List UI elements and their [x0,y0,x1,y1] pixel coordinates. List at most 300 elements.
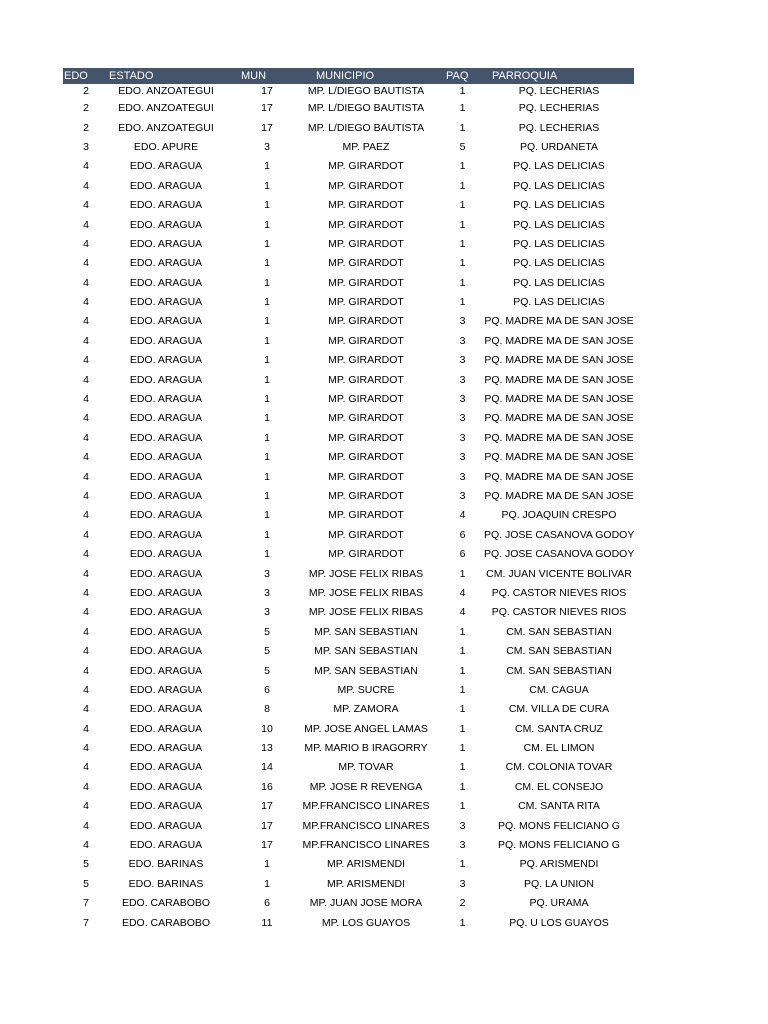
cell-edo[interactable]: 4 [83,509,89,522]
cell-paq[interactable]: 3 [459,315,466,328]
cell-mun[interactable]: 1 [264,315,270,328]
cell-municipio[interactable]: MP. GIRARDOT [328,315,404,328]
cell-paq[interactable]: 1 [459,567,466,580]
cell-mun[interactable]: 1 [264,334,270,347]
cell-municipio[interactable]: MP. JOSE R REVENGA [309,780,423,793]
cell-mun[interactable]: 6 [264,897,270,910]
cell-mun[interactable]: 1 [264,431,270,444]
cell-estado[interactable]: EDO. ARAGUA [129,354,203,367]
table-row [63,894,634,913]
table-row [63,448,634,467]
cell-parroquia[interactable]: PQ. MADRE MA DE SAN JOSE [484,470,634,483]
cell-paq[interactable]: 1 [459,121,466,134]
cell-estado[interactable]: EDO. ARAGUA [129,761,203,774]
cell-parroquia[interactable]: PQ. LA UNION [523,877,595,890]
cell-estado[interactable]: EDO. ARAGUA [129,548,203,561]
cell-estado[interactable]: EDO. ARAGUA [129,780,203,793]
cell-parroquia[interactable]: PQ. MONS FELICIANO G [498,839,620,852]
cell-estado[interactable]: EDO. ARAGUA [129,567,203,580]
cell-mun[interactable]: 3 [264,140,270,153]
cell-municipio[interactable]: MP. ZAMORA [333,703,399,716]
cell-mun[interactable]: 1 [264,412,270,425]
cell-estado[interactable]: EDO. ARAGUA [129,276,203,289]
cell-paq[interactable]: 1 [459,102,466,115]
cell-parroquia[interactable]: PQ. MADRE MA DE SAN JOSE [484,412,634,425]
cell-mun[interactable]: 17 [261,85,273,97]
cell-parroquia[interactable]: CM. COLONIA TOVAR [505,761,613,774]
cell-parroquia[interactable]: CM. SAN SEBASTIAN [506,625,612,638]
cell-estado[interactable]: EDO. ARAGUA [129,800,203,813]
cell-municipio[interactable]: MP. ARISMENDI [327,877,405,890]
cell-parroquia[interactable]: PQ. MADRE MA DE SAN JOSE [484,334,634,347]
cell-estado[interactable]: EDO. ARAGUA [129,722,203,735]
cell-edo[interactable]: 2 [83,102,89,115]
cell-mun[interactable]: 1 [264,179,270,192]
cell-parroquia[interactable]: PQ. CASTOR NIEVES RIOS [491,606,627,619]
cell-mun[interactable]: 1 [264,858,270,871]
table-row [63,99,634,118]
cell-mun[interactable]: 1 [264,373,270,386]
cell-edo[interactable]: 4 [83,664,89,677]
table-row [63,700,634,719]
cell-paq[interactable]: 1 [459,722,466,735]
column-header-mun[interactable]: MUN [241,70,267,82]
cell-paq[interactable]: 5 [459,140,466,153]
cell-paq[interactable]: 1 [459,703,466,716]
cell-parroquia[interactable]: PQ. URAMA [529,897,589,910]
cell-mun[interactable]: 11 [261,916,273,929]
cell-paq[interactable]: 3 [459,877,466,890]
cell-mun[interactable]: 1 [264,470,270,483]
cell-mun[interactable]: 17 [261,121,273,134]
cell-edo[interactable]: 4 [83,199,89,212]
cell-edo[interactable]: 4 [83,257,89,270]
table-row [63,855,634,874]
cell-parroquia[interactable]: CM. SANTA RITA [518,800,600,813]
cell-mun[interactable]: 1 [264,276,270,289]
cell-mun[interactable]: 13 [261,742,273,755]
cell-edo[interactable]: 4 [83,839,89,852]
cell-parroquia[interactable]: PQ. MADRE MA DE SAN JOSE [484,354,634,367]
table-row [63,429,634,448]
cell-municipio[interactable]: MP. GIRARDOT [328,334,404,347]
cell-paq[interactable]: 1 [459,858,466,871]
cell-estado[interactable]: EDO. CARABOBO [121,897,211,910]
cell-mun[interactable]: 3 [264,586,270,599]
cell-edo[interactable]: 4 [83,160,89,173]
cell-paq[interactable]: 6 [459,548,466,561]
cell-edo[interactable]: 4 [83,722,89,735]
cell-edo[interactable]: 4 [83,334,89,347]
cell-estado[interactable]: EDO. ARAGUA [129,451,203,464]
cell-edo[interactable]: 3 [83,140,89,153]
cell-estado[interactable]: EDO. ARAGUA [129,431,203,444]
cell-estado[interactable]: EDO. ARAGUA [129,315,203,328]
cell-paq[interactable]: 1 [459,780,466,793]
cell-mun[interactable]: 1 [264,877,270,890]
cell-paq[interactable]: 3 [459,839,466,852]
cell-edo[interactable]: 4 [83,606,89,619]
cell-parroquia[interactable]: PQ. LAS DELICIAS [513,218,605,231]
table-row [63,312,634,331]
cell-paq[interactable]: 3 [459,354,466,367]
cell-edo[interactable]: 7 [83,897,89,910]
cell-parroquia[interactable]: PQ. MADRE MA DE SAN JOSE [484,431,634,444]
cell-municipio[interactable]: MP. GIRARDOT [328,548,404,561]
cell-parroquia[interactable]: PQ. LECHERIAS [518,102,600,115]
cell-estado[interactable]: EDO. BARINAS [128,858,204,871]
table-row [63,370,634,389]
cell-paq[interactable]: 3 [459,431,466,444]
table-row [63,836,634,855]
cell-parroquia[interactable]: PQ. LECHERIAS [518,121,600,134]
cell-estado[interactable]: EDO. ARAGUA [129,334,203,347]
cell-edo[interactable]: 4 [83,780,89,793]
cell-municipio[interactable]: MP. GIRARDOT [328,160,404,173]
cell-mun[interactable]: 1 [264,296,270,309]
cell-parroquia[interactable]: CM. SAN SEBASTIAN [506,664,612,677]
cell-municipio[interactable]: MP. GIRARDOT [328,393,404,406]
cell-municipio[interactable]: MP. SAN SEBASTIAN [314,664,418,677]
cell-municipio[interactable]: MP.FRANCISCO LINARES [302,819,430,832]
cell-parroquia[interactable]: CM. JUAN VICENTE BOLIVAR [486,567,632,580]
cell-municipio[interactable]: MP. GIRARDOT [328,412,404,425]
table-row [63,797,634,816]
cell-parroquia[interactable]: PQ. LAS DELICIAS [513,296,605,309]
cell-mun[interactable]: 17 [261,819,273,832]
cell-edo[interactable]: 4 [83,470,89,483]
cell-municipio[interactable]: MP. GIRARDOT [328,490,404,502]
cell-mun[interactable]: 16 [261,780,273,793]
cell-estado[interactable]: EDO. ARAGUA [129,645,203,658]
cell-parroquia[interactable]: CM. CAGUA [529,683,589,696]
cell-mun[interactable]: 14 [261,761,273,774]
cell-estado[interactable]: EDO. ARAGUA [129,160,203,173]
cell-estado[interactable]: EDO. ARAGUA [129,586,203,599]
cell-mun[interactable]: 1 [264,354,270,367]
cell-mun[interactable]: 5 [264,664,270,677]
table-row [63,390,634,409]
cell-estado[interactable]: EDO. BARINAS [128,877,204,890]
cell-edo[interactable]: 4 [83,490,89,502]
cell-mun[interactable]: 1 [264,237,270,250]
cell-parroquia[interactable]: PQ. MADRE MA DE SAN JOSE [484,451,634,464]
cell-parroquia[interactable]: PQ. MADRE MA DE SAN JOSE [484,373,634,386]
cell-estado[interactable]: EDO. ARAGUA [129,703,203,716]
cell-paq[interactable]: 4 [459,586,466,599]
cell-edo[interactable]: 4 [83,567,89,580]
cell-estado[interactable]: EDO. ARAGUA [129,606,203,619]
cell-estado[interactable]: EDO. ANZOATEGUI [118,102,214,115]
cell-edo[interactable]: 4 [83,276,89,289]
cell-paq[interactable]: 1 [459,199,466,212]
cell-municipio[interactable]: MP. GIRARDOT [328,296,404,309]
cell-parroquia[interactable]: PQ. JOSE CASANOVA GODOY [484,548,634,561]
cell-mun[interactable]: 1 [264,528,270,541]
cell-municipio[interactable]: MP. GIRARDOT [328,354,404,367]
table-row [63,720,634,739]
cell-paq[interactable]: 6 [459,528,466,541]
cell-municipio[interactable]: MP. JOSE FELIX RIBAS [308,586,424,599]
cell-mun[interactable]: 17 [261,839,273,852]
cell-parroquia[interactable]: PQ. LAS DELICIAS [513,179,605,192]
column-header-estado[interactable]: ESTADO [109,70,154,82]
cell-municipio[interactable]: MP. GIRARDOT [328,218,404,231]
table-row [63,758,634,777]
table-row [63,157,634,176]
cell-municipio[interactable]: MP. SUCRE [337,683,395,696]
cell-parroquia[interactable]: PQ. MADRE MA DE SAN JOSE [484,393,634,406]
table-row [63,274,634,293]
cell-edo[interactable]: 4 [83,237,89,250]
cell-parroquia[interactable]: PQ. LAS DELICIAS [513,160,605,173]
cell-paq[interactable]: 3 [459,819,466,832]
column-header-edo[interactable]: EDO [64,70,88,82]
cell-edo[interactable]: 4 [83,625,89,638]
cell-mun[interactable]: 1 [264,218,270,231]
cell-edo[interactable]: 4 [83,761,89,774]
cell-municipio[interactable]: MP. JUAN JOSE MORA [309,897,423,910]
cell-estado[interactable]: EDO. ARAGUA [129,218,203,231]
cell-mun[interactable]: 3 [264,567,270,580]
cell-municipio[interactable]: MP. GIRARDOT [328,257,404,270]
cell-mun[interactable]: 10 [261,722,273,735]
cell-estado[interactable]: EDO. ARAGUA [129,296,203,309]
cell-mun[interactable]: 17 [261,800,273,813]
cell-edo[interactable]: 4 [83,528,89,541]
cell-mun[interactable]: 1 [264,548,270,561]
table-row [63,177,634,196]
cell-parroquia[interactable]: PQ. URDANETA [520,140,598,153]
cell-paq[interactable]: 3 [459,412,466,425]
cell-paq[interactable]: 1 [459,296,466,309]
cell-mun[interactable]: 1 [264,199,270,212]
cell-municipio[interactable]: MP. GIRARDOT [328,509,404,522]
cell-parroquia[interactable]: PQ. CASTOR NIEVES RIOS [491,586,627,599]
cell-paq[interactable]: 3 [459,373,466,386]
cell-mun[interactable]: 1 [264,393,270,406]
cell-edo[interactable]: 4 [83,742,89,755]
cell-estado[interactable]: EDO. CARABOBO [121,916,211,929]
table-row [63,351,634,370]
cell-estado[interactable]: EDO. ARAGUA [129,373,203,386]
cell-parroquia[interactable]: PQ. JOSE CASANOVA GODOY [484,528,634,541]
cell-estado[interactable]: EDO. APURE [133,140,199,153]
cell-municipio[interactable]: MP. SAN SEBASTIAN [314,625,418,638]
cell-estado[interactable]: EDO. ARAGUA [129,237,203,250]
cell-estado[interactable]: EDO. ANZOATEGUI [118,121,214,134]
cell-municipio[interactable]: MP. PAEZ [342,140,390,153]
table-row [63,603,634,622]
cell-parroquia[interactable]: PQ. ARISMENDI [519,858,599,871]
cell-mun[interactable]: 3 [264,606,270,619]
cell-municipio[interactable]: MP.FRANCISCO LINARES [302,800,430,813]
cell-mun[interactable]: 6 [264,683,270,696]
header-row [63,68,634,84]
cell-mun[interactable]: 1 [264,451,270,464]
cell-paq[interactable]: 1 [459,742,466,755]
cell-mun[interactable]: 8 [264,703,270,716]
cell-edo[interactable]: 5 [83,877,89,890]
cell-municipio[interactable]: MP. GIRARDOT [328,470,404,483]
cell-estado[interactable]: EDO. ARAGUA [129,509,203,522]
table-row [63,235,634,254]
cell-municipio[interactable]: MP. JOSE FELIX RIBAS [308,606,424,619]
cell-municipio[interactable]: MP. GIRARDOT [328,373,404,386]
cell-paq[interactable]: 3 [459,393,466,406]
cell-edo[interactable]: 4 [83,800,89,813]
cell-paq[interactable]: 3 [459,451,466,464]
cell-municipio[interactable]: MP. GIRARDOT [328,199,404,212]
cell-paq[interactable]: 1 [459,800,466,813]
cell-estado[interactable]: EDO. ARAGUA [129,625,203,638]
cell-municipio[interactable]: MP. GIRARDOT [328,528,404,541]
cell-municipio[interactable]: MP. GIRARDOT [328,179,404,192]
cell-municipio[interactable]: MP. JOSE ANGEL LAMAS [304,722,428,735]
cell-edo[interactable]: 4 [83,451,89,464]
table-header [63,68,634,84]
cell-parroquia[interactable]: CM. SAN SEBASTIAN [506,645,612,658]
cell-parroquia[interactable]: PQ. U LOS GUAYOS [509,916,609,929]
cell-edo[interactable]: 4 [83,412,89,425]
table-row [63,526,634,545]
cell-estado[interactable]: EDO. ARAGUA [129,470,203,483]
cell-municipio[interactable]: MP. GIRARDOT [328,431,404,444]
column-header-paq[interactable]: PAQ [446,70,469,82]
cell-estado[interactable]: EDO. ARAGUA [129,819,203,832]
cell-paq[interactable]: 1 [459,276,466,289]
cell-paq[interactable]: 2 [459,897,466,910]
cell-mun[interactable]: 5 [264,625,270,638]
table-row [63,584,634,603]
cell-edo[interactable]: 4 [83,683,89,696]
cell-parroquia[interactable]: PQ. LAS DELICIAS [513,276,605,289]
cell-parroquia[interactable]: PQ. LECHERIAS [518,85,600,97]
cell-parroquia[interactable]: PQ. MADRE MA DE SAN JOSE [484,315,634,328]
cell-estado[interactable]: EDO. ARAGUA [129,412,203,425]
cell-paq[interactable]: 1 [459,761,466,774]
cell-edo[interactable]: 2 [83,121,89,134]
cell-edo[interactable]: 4 [83,354,89,367]
table-row [63,681,634,700]
cell-edo[interactable]: 4 [83,218,89,231]
cell-estado[interactable]: EDO. ARAGUA [129,742,203,755]
cell-edo[interactable]: 4 [83,586,89,599]
cell-municipio[interactable]: MP. TOVAR [338,761,394,774]
table-row [63,506,634,525]
table-row [63,487,634,506]
cell-municipio[interactable]: MP. GIRARDOT [328,451,404,464]
cell-estado[interactable]: EDO. ARAGUA [129,179,203,192]
cell-municipio[interactable]: MP. LOS GUAYOS [321,916,411,929]
cell-paq[interactable]: 1 [459,237,466,250]
cell-estado[interactable]: EDO. ARAGUA [129,257,203,270]
table-body [63,84,634,933]
cell-mun[interactable]: 1 [264,509,270,522]
cell-paq[interactable]: 1 [459,664,466,677]
cell-edo[interactable]: 4 [83,179,89,192]
cell-paq[interactable]: 1 [459,218,466,231]
table-row [63,84,634,99]
cell-parroquia[interactable]: PQ. JOAQUIN CRESPO [501,509,617,522]
cell-parroquia[interactable]: CM. EL CONSEJO [514,780,604,793]
cell-parroquia[interactable]: PQ. LAS DELICIAS [513,199,605,212]
cell-estado[interactable]: EDO. ARAGUA [129,490,203,502]
cell-estado[interactable]: EDO. ANZOATEGUI [118,85,214,97]
cell-municipio[interactable]: MP. ARISMENDI [327,858,405,871]
cell-paq[interactable]: 1 [459,257,466,270]
cell-paq[interactable]: 1 [459,160,466,173]
cell-paq[interactable]: 1 [459,625,466,638]
cell-estado[interactable]: EDO. ARAGUA [129,393,203,406]
cell-municipio[interactable]: MP. JOSE FELIX RIBAS [308,567,424,580]
cell-edo[interactable]: 4 [83,431,89,444]
cell-parroquia[interactable]: PQ. MADRE MA DE SAN JOSE [484,490,634,502]
cell-municipio[interactable]: MP. L/DIEGO BAUTISTA [307,102,425,115]
cell-paq[interactable]: 3 [459,334,466,347]
cell-estado[interactable]: EDO. ARAGUA [129,199,203,212]
column-header-parroquia[interactable]: PARROQUIA [492,70,558,82]
cell-mun[interactable]: 5 [264,645,270,658]
cell-edo[interactable]: 4 [83,548,89,561]
cell-parroquia[interactable]: CM. SANTA CRUZ [515,722,603,735]
cell-municipio[interactable]: MP. L/DIEGO BAUTISTA [307,121,425,134]
cell-paq[interactable]: 1 [459,916,466,929]
cell-edo[interactable]: 4 [83,315,89,328]
cell-paq[interactable]: 3 [459,470,466,483]
cell-parroquia[interactable]: CM. EL LIMON [523,742,595,755]
cell-municipio[interactable]: MP. MARIO B IRAGORRY [304,742,428,755]
cell-paq[interactable]: 4 [459,606,466,619]
cell-estado[interactable]: EDO. ARAGUA [129,528,203,541]
cell-estado[interactable]: EDO. ARAGUA [129,683,203,696]
cell-mun[interactable]: 1 [264,160,270,173]
cell-mun[interactable]: 1 [264,257,270,270]
cell-edo[interactable]: 2 [83,85,89,97]
cell-municipio[interactable]: MP.FRANCISCO LINARES [302,839,430,852]
cell-edo[interactable]: 4 [83,819,89,832]
cell-mun[interactable]: 17 [261,102,273,115]
cell-edo[interactable]: 4 [83,645,89,658]
cell-estado[interactable]: EDO. ARAGUA [129,664,203,677]
cell-paq[interactable]: 1 [459,179,466,192]
cell-municipio[interactable]: MP. L/DIEGO BAUTISTA [307,85,425,97]
cell-edo[interactable]: 4 [83,393,89,406]
cell-parroquia[interactable]: PQ. MONS FELICIANO G [498,819,620,832]
cell-municipio[interactable]: MP. SAN SEBASTIAN [314,645,418,658]
cell-estado[interactable]: EDO. ARAGUA [129,839,203,852]
cell-parroquia[interactable]: CM. VILLA DE CURA [508,703,610,716]
cell-paq[interactable]: 1 [459,645,466,658]
cell-edo[interactable]: 4 [83,703,89,716]
cell-parroquia[interactable]: PQ. LAS DELICIAS [513,237,605,250]
cell-edo[interactable]: 4 [83,373,89,386]
cell-paq[interactable]: 3 [459,490,466,502]
table-row [63,118,634,137]
cell-municipio[interactable]: MP. GIRARDOT [328,237,404,250]
cell-edo[interactable]: 4 [83,296,89,309]
cell-parroquia[interactable]: PQ. LAS DELICIAS [513,257,605,270]
table-row [63,332,634,351]
column-header-municipio[interactable]: MUNICIPIO [316,70,375,82]
cell-mun[interactable]: 1 [264,490,270,502]
cell-paq[interactable]: 1 [459,85,466,97]
cell-municipio[interactable]: MP. GIRARDOT [328,276,404,289]
cell-paq[interactable]: 4 [459,509,466,522]
cell-paq[interactable]: 1 [459,683,466,696]
cell-edo[interactable]: 5 [83,858,89,871]
cell-edo[interactable]: 7 [83,916,89,929]
